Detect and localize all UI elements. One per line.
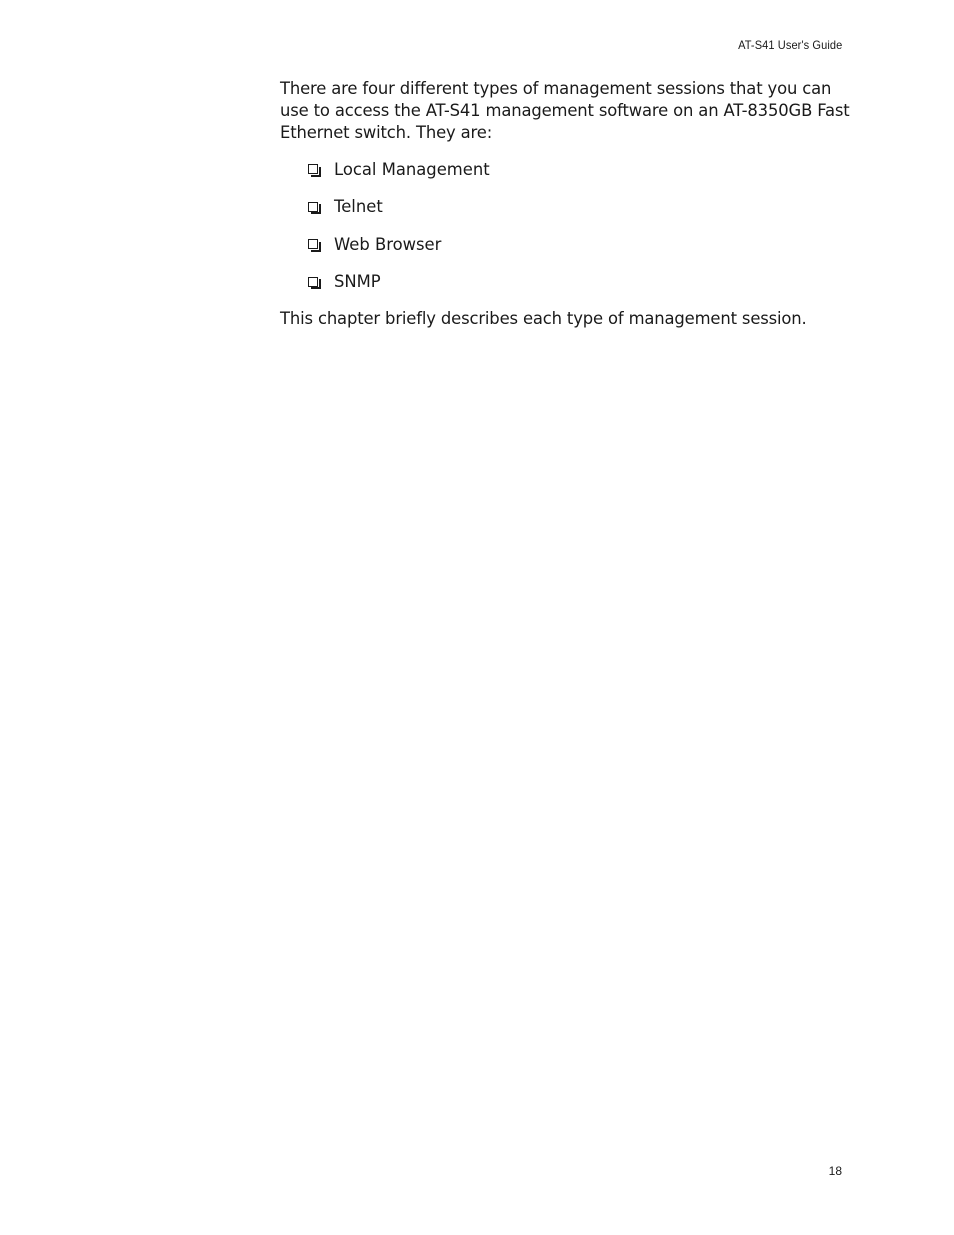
- list-item-label: Telnet: [334, 197, 383, 216]
- intro-paragraph: There are four different types of management sessions that you can use to access the AT-S41 management software on an AT-8350GB Fast Ethernet switch. They are:: [280, 79, 850, 142]
- outro-paragraph: This chapter briefly describes each type of management session.: [280, 309, 807, 328]
- page-content: [280, 78, 850, 330]
- list-item: [308, 196, 850, 218]
- page-number: 18: [828, 1164, 842, 1178]
- list-item-label: Local Management: [334, 159, 490, 179]
- list-item-label: Web Browser: [334, 234, 442, 254]
- running-header: AT-S41 User's Guide: [737, 38, 842, 52]
- checkbox-bullet-icon: [308, 277, 318, 287]
- checkbox-bullet-icon: [308, 164, 318, 174]
- list-item: [308, 158, 850, 180]
- management-session-list: [280, 158, 850, 293]
- list-item: [308, 271, 850, 293]
- checkbox-bullet-icon: [308, 202, 318, 212]
- list-item-label: SNMP: [334, 272, 381, 291]
- checkbox-bullet-icon: [308, 239, 318, 249]
- list-item: [308, 233, 850, 255]
